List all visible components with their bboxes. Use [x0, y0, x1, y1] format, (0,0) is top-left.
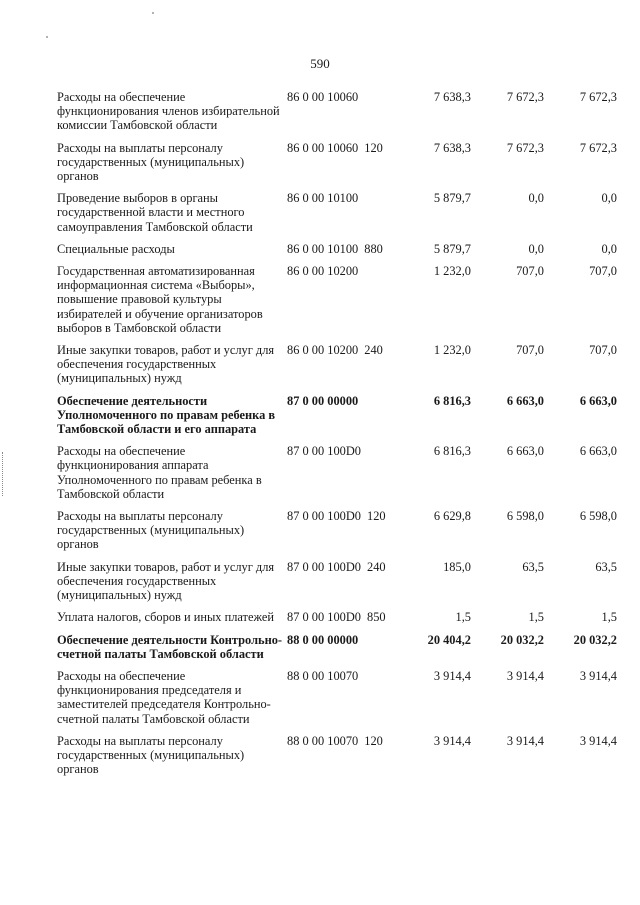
- row-value-3: 6 663,0: [579, 444, 617, 459]
- row-expense-type-code: 120: [364, 140, 383, 155]
- row-value-2: 3 914,4: [506, 668, 544, 683]
- row-value-2: 6 663,0: [506, 444, 544, 459]
- row-value-1: 6 629,8: [433, 509, 471, 524]
- row-name: Государственная автоматизированная информационная система «Выборы», повышение правовой культуры избирателей и обучение организаторов выборов в Тамбовской области: [57, 264, 263, 335]
- row-value-2: 707,0: [516, 343, 544, 358]
- table-row: [57, 610, 617, 624]
- table-row: [57, 90, 617, 133]
- row-code-cell: [287, 242, 398, 256]
- row-name: Расходы на выплаты персоналу государственных (муниципальных) органов: [57, 733, 245, 777]
- row-value-2: 7 672,3: [506, 90, 544, 104]
- row-expense-type-code: 120: [364, 733, 383, 748]
- row-value-1: 3 914,4: [433, 733, 471, 748]
- row-target-code: 87 0 00 100D0: [287, 610, 361, 625]
- row-name: Обеспечение деятельности Контрольно-счетной палаты Тамбовской области: [57, 632, 283, 661]
- row-code-cell: [287, 264, 398, 278]
- margin-mark: [2, 452, 6, 496]
- row-target-code: 87 0 00 100D0: [287, 444, 361, 459]
- row-value-2: 0,0: [528, 241, 544, 256]
- row-name: Проведение выборов в органы государственной власти и местного самоуправления Тамбовской области: [57, 191, 253, 234]
- row-value-1: 185,0: [443, 559, 471, 574]
- row-value-3: 0,0: [601, 191, 617, 206]
- table-row: [57, 394, 617, 437]
- row-value-1: 6 816,3: [433, 444, 471, 459]
- scan-speck: [46, 36, 48, 38]
- budget-table: [57, 90, 617, 784]
- table-row: [57, 734, 617, 777]
- row-value-3: 3 914,4: [579, 733, 617, 748]
- row-target-code: 86 0 00 10060: [287, 90, 359, 104]
- row-value-3: 7 672,3: [579, 90, 617, 104]
- table-row: [57, 343, 617, 386]
- row-value-2: 63,5: [522, 559, 544, 574]
- row-value-1: 1 232,0: [433, 343, 471, 358]
- row-value-3: 707,0: [589, 264, 617, 279]
- row-value-3: 6 598,0: [579, 509, 617, 524]
- row-value-3: 3 914,4: [579, 668, 617, 683]
- row-target-code: 87 0 00 100D0: [287, 559, 361, 574]
- row-code-cell: [287, 610, 398, 624]
- row-name: Расходы на обеспечение функционирования председателя и заместителей председателя Контрольно-счетной палаты Тамбовской области: [57, 668, 271, 726]
- row-code-cell: [287, 669, 398, 683]
- row-value-3: 20 032,2: [573, 632, 617, 647]
- row-name: Иные закупки товаров, работ и услуг для обеспечения государственных (муниципальных) нужд: [57, 343, 275, 386]
- scan-speck: [152, 12, 154, 14]
- row-value-2: 1,5: [528, 610, 544, 625]
- row-value-2: 707,0: [516, 264, 544, 279]
- row-name: Обеспечение деятельности Уполномоченного по правам ребенка в Тамбовской области и его аппарата: [57, 393, 276, 437]
- row-name: Уплата налогов, сборов и иных платежей: [57, 610, 275, 625]
- row-target-code: 86 0 00 10100: [287, 241, 359, 256]
- table-row: [57, 141, 617, 184]
- row-value-2: 6 598,0: [506, 509, 544, 524]
- row-value-2: 3 914,4: [506, 733, 544, 748]
- page-number: 590: [310, 56, 330, 71]
- row-name: Расходы на обеспечение функционирования членов избирательной комиссии Тамбовской области: [57, 90, 280, 133]
- row-target-code: 88 0 00 00000: [287, 632, 359, 647]
- row-expense-type-code: 880: [364, 241, 383, 256]
- row-value-3: 1,5: [601, 610, 617, 625]
- row-code-cell: [287, 509, 398, 523]
- row-code-cell: [287, 394, 398, 408]
- table-row: [57, 444, 617, 501]
- row-value-2: 7 672,3: [506, 140, 544, 155]
- row-name: Специальные расходы: [57, 241, 175, 256]
- row-expense-type-code: 240: [364, 343, 383, 358]
- row-value-3: 63,5: [595, 559, 617, 574]
- row-value-1: 5 879,7: [433, 191, 471, 206]
- row-value-1: 7 638,3: [433, 140, 471, 155]
- table-row: [57, 633, 617, 661]
- row-code-cell: [287, 90, 398, 104]
- row-value-3: 6 663,0: [579, 393, 617, 408]
- row-code-cell: [287, 141, 398, 155]
- row-expense-type-code: 850: [367, 610, 386, 625]
- row-value-2: 6 663,0: [506, 393, 544, 408]
- row-target-code: 87 0 00 100D0: [287, 509, 361, 524]
- row-code-cell: [287, 633, 398, 647]
- row-code-cell: [287, 191, 398, 205]
- row-target-code: 86 0 00 10060: [287, 140, 359, 155]
- row-target-code: 86 0 00 10200: [287, 264, 359, 279]
- row-value-1: 5 879,7: [433, 241, 471, 256]
- row-code-cell: [287, 343, 398, 357]
- row-value-1: 3 914,4: [433, 668, 471, 683]
- row-target-code: 88 0 00 10070: [287, 668, 359, 683]
- row-value-1: 1 232,0: [433, 264, 471, 279]
- table-row: [57, 560, 617, 603]
- row-value-1: 20 404,2: [427, 632, 471, 647]
- row-value-1: 1,5: [455, 610, 471, 625]
- row-name: Расходы на обеспечение функционирования аппарата Уполномоченного по правам ребенка в Тамбовской области: [57, 444, 262, 501]
- row-code-cell: [287, 444, 398, 458]
- row-target-code: 88 0 00 10070: [287, 733, 359, 748]
- row-value-3: 0,0: [601, 241, 617, 256]
- table-row: [57, 669, 617, 726]
- row-expense-type-code: 240: [367, 559, 386, 574]
- row-value-1: 7 638,3: [433, 90, 471, 104]
- row-expense-type-code: 120: [367, 509, 386, 524]
- row-target-code: 86 0 00 10100: [287, 191, 359, 206]
- row-value-3: 7 672,3: [579, 140, 617, 155]
- table-row: [57, 242, 617, 256]
- table-row: [57, 509, 617, 552]
- row-value-2: 20 032,2: [500, 632, 544, 647]
- row-name: Иные закупки товаров, работ и услуг для обеспечения государственных (муниципальных) нужд: [57, 559, 275, 603]
- row-name: Расходы на выплаты персоналу государственных (муниципальных) органов: [57, 140, 245, 184]
- table-row: [57, 264, 617, 335]
- table-row: [57, 191, 617, 234]
- row-target-code: 87 0 00 00000: [287, 393, 359, 408]
- row-value-3: 707,0: [589, 343, 617, 358]
- row-code-cell: [287, 560, 398, 574]
- row-code-cell: [287, 734, 398, 748]
- row-value-2: 0,0: [528, 191, 544, 206]
- row-target-code: 86 0 00 10200: [287, 343, 359, 358]
- row-name: Расходы на выплаты персоналу государственных (муниципальных) органов: [57, 509, 245, 552]
- row-value-1: 6 816,3: [433, 393, 471, 408]
